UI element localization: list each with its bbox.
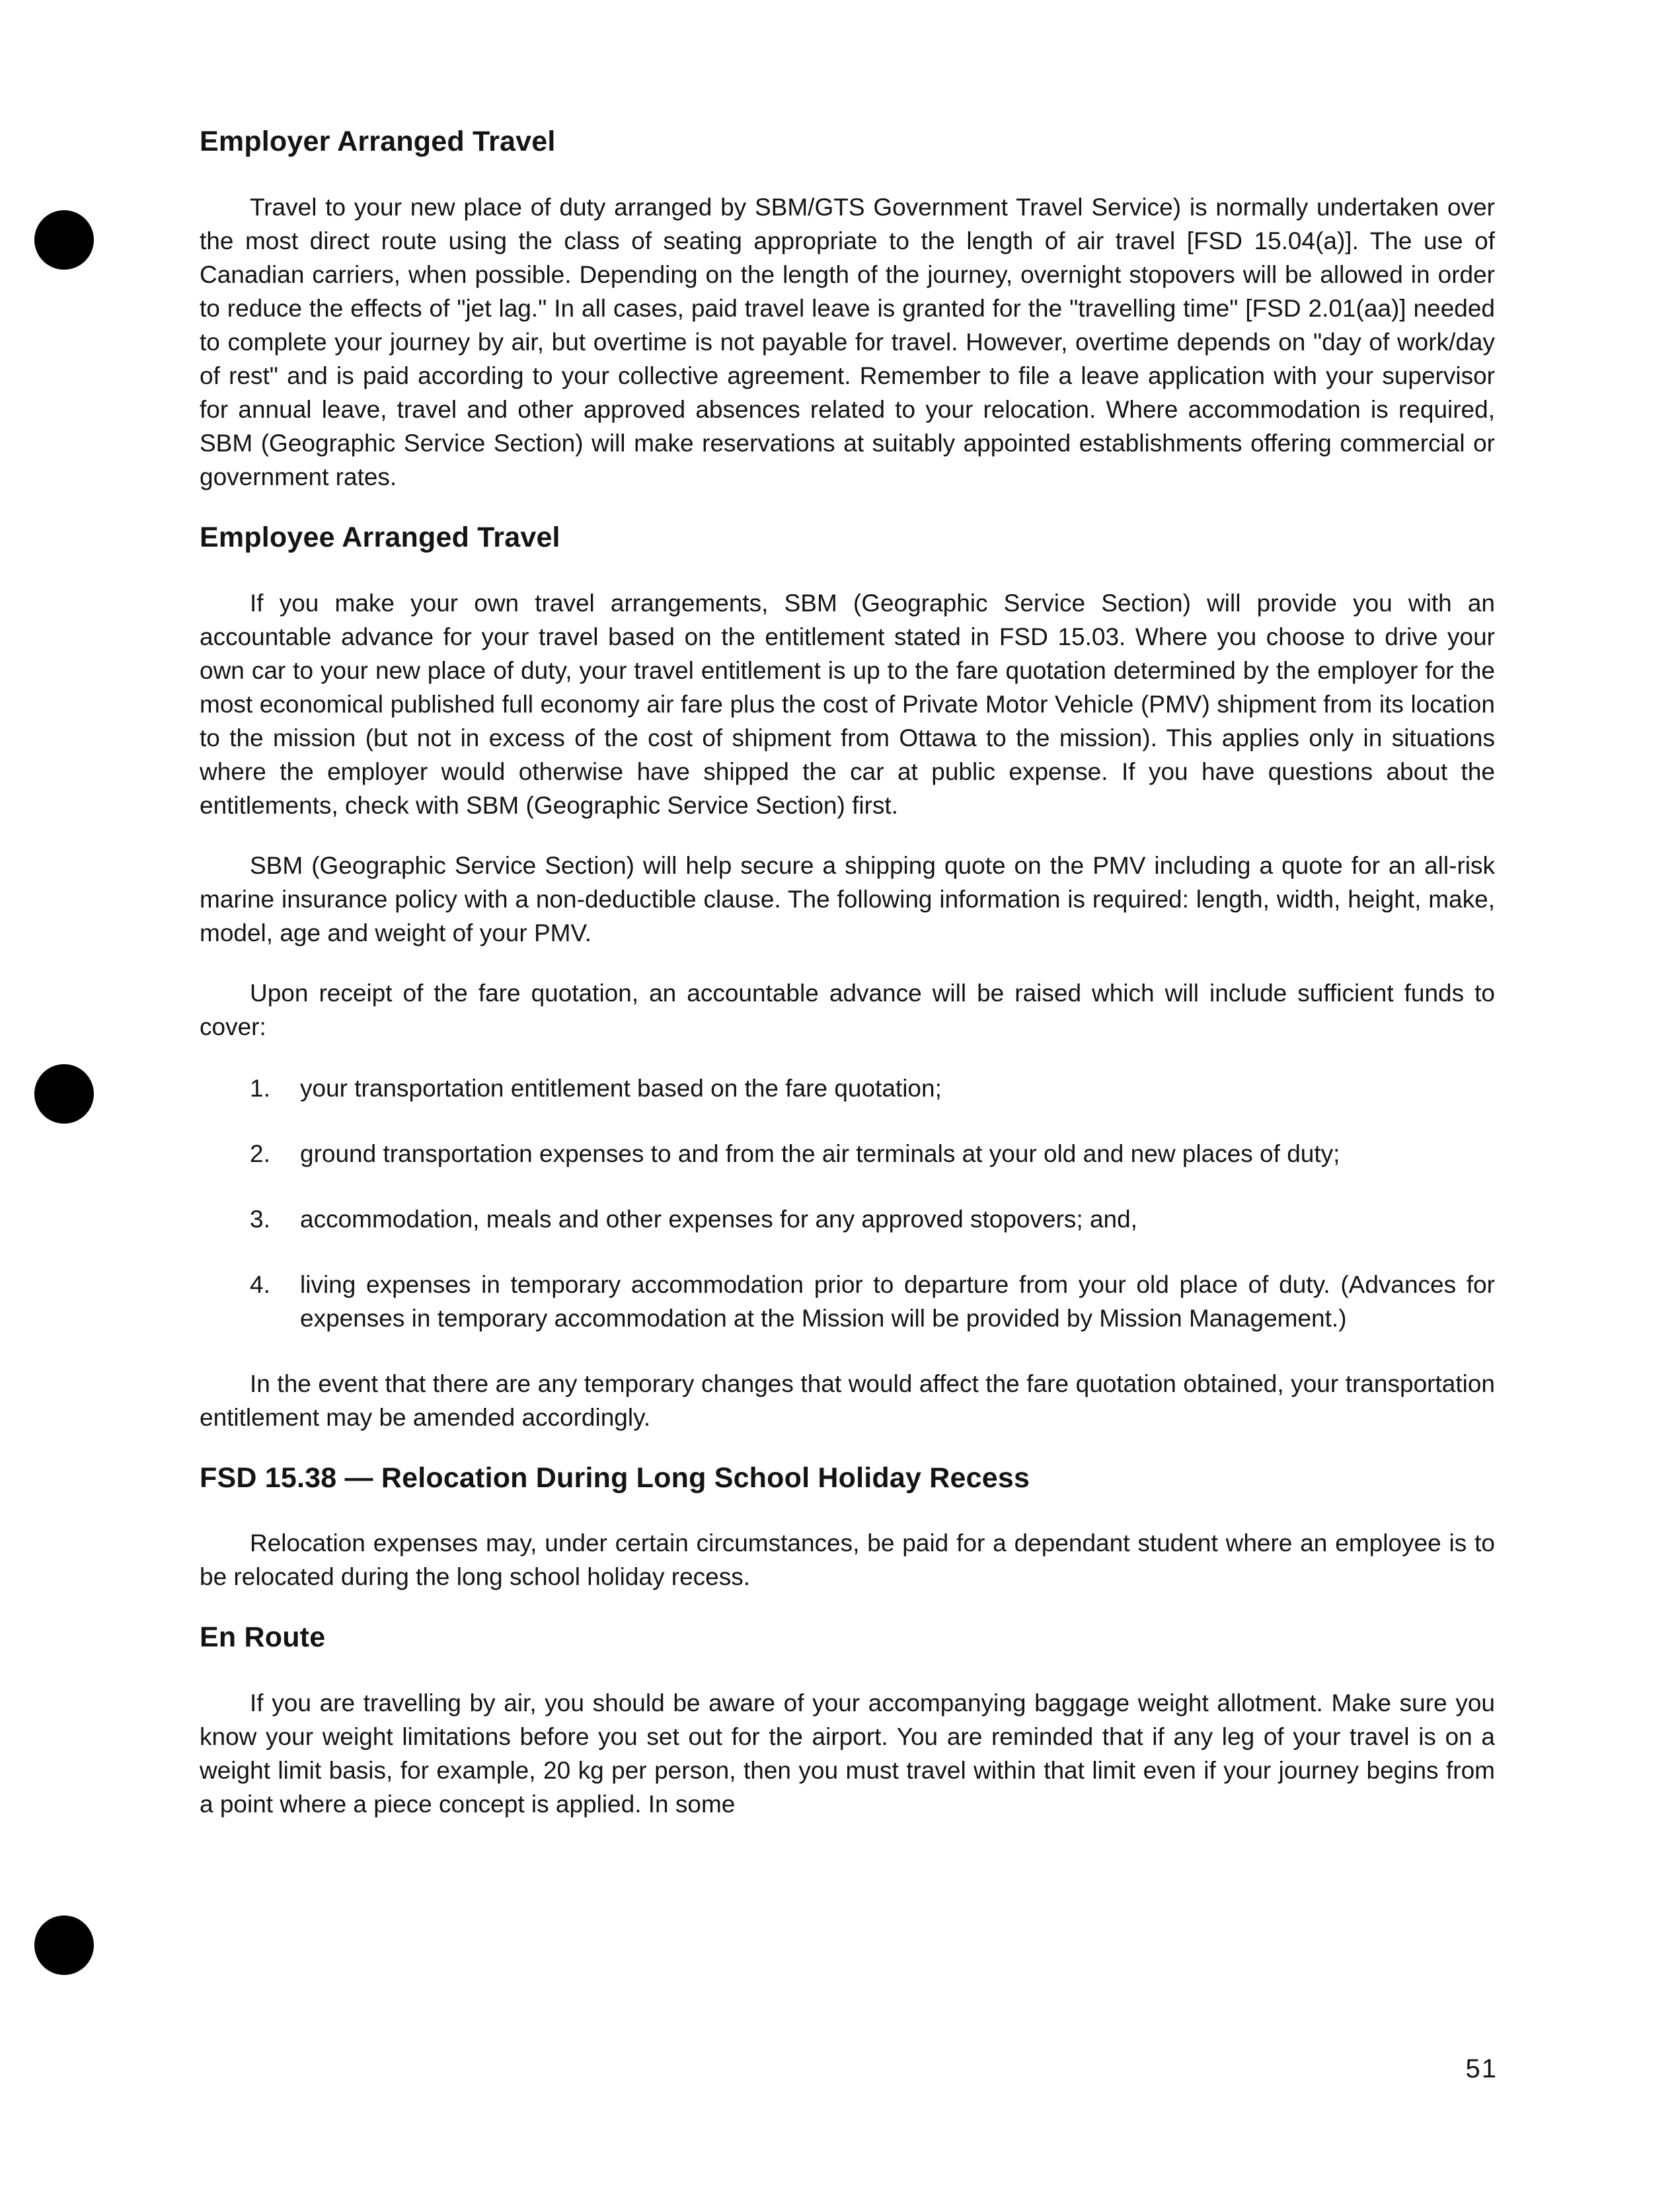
list-item xyxy=(200,1137,1495,1171)
employee-travel-paragraph-1: If you make your own travel arrangements, SBM (Geographic Service Section) will provide you with an accountable advance for your travel based on the entitlement stated in FSD 15.03. Where you choose to drive your own car to your new place of duty, your travel entitlement is up to the fare quotation determined by the employer for the most economical published full economy air fare plus the cost of Private Motor Vehicle (PMV) shipment from its location to the mission (but not in excess of the cost of shipment from Ottawa to the mission). This applies only in situations where the employer would otherwise have shipped the car at public expense. If you have questions about the entitlements, check with SBM (Geographic Service Section) first. xyxy=(200,589,1495,819)
heading-employee-arranged-travel: Employee Arranged Travel xyxy=(200,521,560,553)
list-item-number: 1. xyxy=(250,1074,270,1102)
list-item-text: living expenses in temporary accommodation prior to departure from your old place of duty. (Advances for expenses in temporary accommodation at the Mission will be provided by Mission Management.) xyxy=(300,1270,1495,1332)
heading-fsd-15-38: FSD 15.38 — Relocation During Long School Holiday Recess xyxy=(200,1461,1030,1494)
list-item-text: your transportation entitlement based on the fare quotation; xyxy=(300,1074,942,1102)
employee-travel-paragraph-4: In the event that there are any temporary changes that would affect the fare quotation obtained, your transportation entitlement may be amended accordingly. xyxy=(200,1370,1495,1431)
list-item xyxy=(200,1071,1495,1105)
employee-travel-paragraph-2: SBM (Geographic Service Section) will help secure a shipping quote on the PMV including a quote for an all-risk marine insurance policy with a non-deductible clause. The following information is required: length, width, height, make, model, age and weight of your PMV. xyxy=(200,851,1495,947)
list-item-number: 4. xyxy=(250,1270,270,1298)
page-number: 51 xyxy=(1465,2054,1498,2083)
list-item-number: 2. xyxy=(250,1140,270,1167)
en-route-paragraph: If you are travelling by air, you should be aware of your accompanying baggage weight allotment. Make sure you know your weight limitations before you set out for the airport. You are reminded that if any leg of your travel is on a weight limit basis, for example, 20 kg per person, then you must travel within that limit even if your journey begins from a point where a piece concept is applied. In some xyxy=(200,1689,1495,1818)
binder-hole-middle xyxy=(34,1064,94,1124)
list-item-text: ground transportation expenses to and from the air terminals at your old and new places of duty; xyxy=(300,1140,1340,1167)
heading-en-route: En Route xyxy=(200,1621,326,1654)
binder-hole-bottom xyxy=(34,1915,94,1975)
binder-hole-top xyxy=(34,210,94,270)
fsd-15-38-paragraph: Relocation expenses may, under certain circumstances, be paid for a dependant student where an employee is to be relocated during the long school holiday recess. xyxy=(200,1529,1495,1591)
list-item-number: 3. xyxy=(250,1205,270,1233)
heading-employer-arranged-travel: Employer Arranged Travel xyxy=(200,126,556,157)
employee-travel-paragraph-3: Upon receipt of the fare quotation, an accountable advance will be raised which will include sufficient funds to cover: xyxy=(200,979,1495,1040)
document-page xyxy=(200,124,1495,1821)
list-item xyxy=(200,1202,1495,1236)
list-item xyxy=(200,1268,1495,1335)
employer-travel-paragraph: Travel to your new place of duty arranged by SBM/GTS Government Travel Service) is normally undertaken over the most direct route using the class of seating appropriate to the length of air travel [FSD 15.04(a)]. The use of Canadian carriers, when possible. Depending on the length of the journey, overnight stopovers will be allowed in order to reduce the effects of "jet lag." In all cases, paid travel leave is granted for the "travelling time" [FSD 2.01(aa)] needed to complete your journey by air, but overtime is not payable for travel. However, overtime depends on "day of work/day of rest" and is paid according to your collective agreement. Remember to file a leave application with your supervisor for annual leave, travel and other approved absences related to your relocation. Where accommodation is required, SBM (Geographic Service Section) will make reservations at suitably appointed establishments offering commercial or government rates. xyxy=(200,193,1495,490)
advance-coverage-list xyxy=(200,1071,1495,1335)
list-item-text: accommodation, meals and other expenses for any approved stopovers; and, xyxy=(300,1205,1137,1233)
